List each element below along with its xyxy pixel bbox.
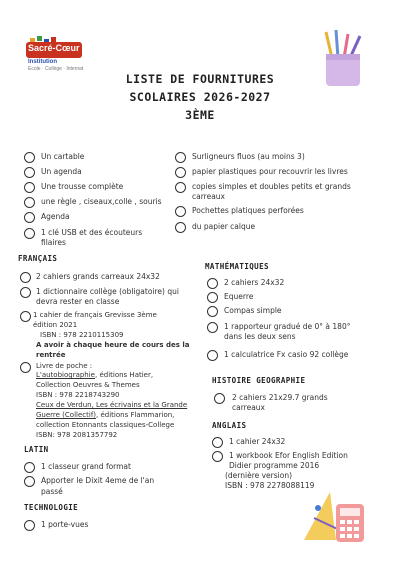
list-item-cont: (dernière version) xyxy=(225,471,293,480)
list-item-cont: filaires xyxy=(41,238,66,247)
checkbox[interactable] xyxy=(214,393,225,404)
list-item: Equerre xyxy=(224,292,254,301)
checkbox[interactable] xyxy=(24,520,35,531)
list-item-cont: carreaux xyxy=(232,403,265,412)
checkbox[interactable] xyxy=(20,287,31,298)
book-publisher: , éditions Hatier, xyxy=(95,371,154,379)
checkbox[interactable] xyxy=(24,197,35,208)
checkbox[interactable] xyxy=(207,350,218,361)
logo-name: Sacré-Cœur xyxy=(28,43,80,53)
book-line: Collection Oeuvres & Themes xyxy=(36,381,140,389)
list-item: Agenda xyxy=(41,212,70,221)
book-line xyxy=(36,410,174,421)
checkbox[interactable] xyxy=(175,167,186,178)
list-item: 1 classeur grand format xyxy=(41,462,131,471)
checkbox[interactable] xyxy=(20,362,31,373)
list-item: papier plastiques pour recouvrir les livres xyxy=(192,167,348,176)
list-item-cont: ISBN : 978 2278088119 xyxy=(225,481,315,490)
list-item-cont: Didier programme 2016 xyxy=(229,461,320,470)
note-bold: A avoir à chaque heure de cours des la xyxy=(36,341,190,349)
list-item: 1 workbook Efor English Edition xyxy=(229,451,348,460)
checkbox[interactable] xyxy=(24,228,35,239)
list-item-cont: devra rester en classe xyxy=(36,297,120,306)
list-item: 1 calculatrice Fx casio 92 collège xyxy=(224,350,349,359)
section-heading-histoire: HISTOIRE GEOGRAPHIE xyxy=(212,376,306,385)
logo-subtitle: Institution xyxy=(28,59,57,65)
book-title: Guerre (Collectif) xyxy=(36,411,97,419)
list-item: 1 porte-vues xyxy=(41,520,89,529)
list-item: Surligneurs fluos (au moins 3) xyxy=(192,152,305,161)
title-line-3: 3ÈME xyxy=(185,108,215,122)
list-item: Un cartable xyxy=(41,152,85,161)
checkbox[interactable] xyxy=(24,212,35,223)
list-item-cont: passé xyxy=(41,487,63,496)
list-item: 1 cahier de français Grevisse 3ème xyxy=(33,311,157,319)
list-item: 2 cahiers grands carreaux 24x32 xyxy=(36,272,160,281)
note-bold-cont: rentrée xyxy=(36,351,66,359)
book-line xyxy=(36,370,153,381)
title-line-1: LISTE DE FOURNITURES xyxy=(125,72,275,86)
list-item-cont: dans les deux sens xyxy=(224,332,296,341)
logo-tagline: Ecole · Collège · Internat xyxy=(28,66,84,72)
list-item: une règle , ciseaux,colle , souris xyxy=(41,197,162,206)
section-heading-maths: MATHÉMATIQUES xyxy=(205,262,269,271)
checkbox[interactable] xyxy=(24,152,35,163)
book-title: Ceux de Verdun, Les écrivains et la Grande xyxy=(36,401,188,409)
section-heading-anglais: ANGLAIS xyxy=(212,421,247,430)
checkbox[interactable] xyxy=(24,182,35,193)
list-item-cont: carreaux xyxy=(192,192,225,201)
checkbox[interactable] xyxy=(175,182,186,193)
book-line: ISBN: 978 2081357792 xyxy=(36,431,118,439)
book-publisher: , éditions Flammarion, xyxy=(96,411,175,419)
list-item: 2 cahiers 24x32 xyxy=(224,278,285,287)
list-item: 1 clé USB et des écouteurs xyxy=(41,228,143,237)
checkbox[interactable] xyxy=(20,311,31,322)
list-item: 1 dictionnaire collège (obligatoire) qui xyxy=(36,287,179,296)
checkbox[interactable] xyxy=(24,476,35,487)
book-line: ISBN : 978 2218743290 xyxy=(36,391,120,399)
book-line: collection Etonnants classiques-College xyxy=(36,421,175,429)
list-item: Livre de poche : xyxy=(36,362,93,370)
checkbox[interactable] xyxy=(175,206,186,217)
checkbox[interactable] xyxy=(212,451,223,462)
list-item: Compas simple xyxy=(224,306,282,315)
list-item: copies simples et doubles petits et grands xyxy=(192,182,351,191)
list-item: 1 cahier 24x32 xyxy=(229,437,286,446)
math-tools-icon xyxy=(300,488,372,548)
checkbox[interactable] xyxy=(207,292,218,303)
checkbox[interactable] xyxy=(207,322,218,333)
checkbox[interactable] xyxy=(207,306,218,317)
list-item: Pochettes platiques perforées xyxy=(192,206,304,215)
checkbox[interactable] xyxy=(175,152,186,163)
checkbox[interactable] xyxy=(175,222,186,233)
section-heading-latin: LATIN xyxy=(24,445,49,454)
section-heading-technologie: TECHNOLOGIE xyxy=(24,503,79,512)
section-heading-francais: FRANÇAIS xyxy=(18,254,58,263)
list-item-cont: ISBN : 978 2210115309 xyxy=(40,331,124,339)
list-item: 1 rapporteur gradué de 0° à 180° xyxy=(224,322,351,331)
list-item: Un agenda xyxy=(41,167,82,176)
list-item: Apporter le Dixit 4eme de l'an xyxy=(41,476,155,485)
checkbox[interactable] xyxy=(24,462,35,473)
book-title: L'autobiographie xyxy=(36,371,95,379)
checkbox[interactable] xyxy=(20,272,31,283)
list-item: 2 cahiers 21x29.7 grands xyxy=(232,393,328,402)
list-item-cont: édition 2021 xyxy=(33,321,78,329)
checkbox[interactable] xyxy=(24,167,35,178)
checkbox[interactable] xyxy=(207,278,218,289)
checkbox[interactable] xyxy=(212,437,223,448)
title-line-2: SCOLAIRES 2026-2027 xyxy=(129,90,271,104)
list-item: Une trousse complète xyxy=(41,182,124,191)
list-item: du papier calque xyxy=(192,222,256,231)
